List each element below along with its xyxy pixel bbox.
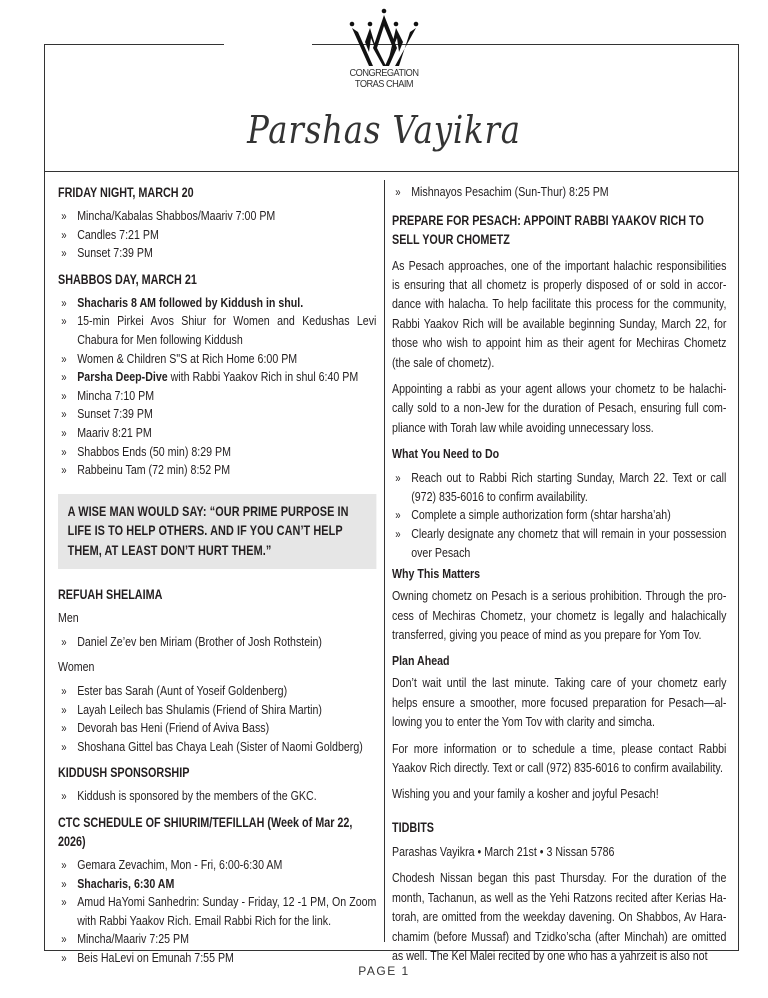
shabbos-list bbox=[58, 294, 376, 480]
list-item: » Daniel Ze’ev ben Miriam (Brother of Josh Rothstein) bbox=[58, 633, 376, 652]
women-label: Women bbox=[58, 659, 95, 675]
friday-list bbox=[58, 207, 376, 263]
tidbits-heading: TIDBITS bbox=[392, 819, 434, 835]
ctc-heading: CTC SCHEDULE OF SHIURIM/TEFILLAH (Week of Mar 22, 2026) bbox=[58, 814, 353, 849]
crown-icon bbox=[349, 8, 419, 68]
kiddush-heading: KIDDUSH SPONSORSHIP bbox=[58, 765, 190, 781]
list-item: » Maariv 8:21 PM bbox=[58, 424, 376, 443]
congregation-logo bbox=[329, 8, 439, 98]
list-item: » Parsha Deep-Dive with Rabbi Yaakov Rich in shul 6:40 PM bbox=[58, 368, 376, 387]
wish-paragraph: Wishing you and your family a kosher and joyful Pesach! bbox=[392, 786, 659, 802]
list-item: » Rabbeinu Tam (72 min) 8:52 PM bbox=[58, 461, 376, 480]
pesach-paragraph: As Pesach approaches, one of the important halachic responsibilities is ensuring that all chometz is properly disposed of or sold in accordance with halacha. To help facilitate this process for the community, Rabbi Yaakov Rich will be available beginning Sunday, March 22, for those who wish to appoint him as their agent for Mechiras Chometz (the sale of chometz). bbox=[392, 257, 727, 370]
page-number: PAGE 1 bbox=[358, 964, 410, 978]
list-item: » Layah Leilech bas Shulamis (Friend of Shira Martin) bbox=[58, 701, 376, 720]
left-column bbox=[58, 183, 376, 975]
list-item: » Shacharis 8 AM followed by Kiddush in shul. bbox=[58, 294, 376, 313]
list-item: » Shoshana Gittel bas Chaya Leah (Sister of Naomi Goldberg) bbox=[58, 738, 376, 757]
list-item: » 15-min Pirkei Avos Shiur for Women and Kedushas Levi Chabura for Men following Kiddush bbox=[58, 312, 376, 349]
list-item: » Beis HaLevi on Emunah 7:55 PM bbox=[58, 949, 376, 968]
refuah-heading: REFUAH SHELAIMA bbox=[58, 587, 163, 603]
list-item: » Complete a simple authorization form (shtar harsha’ah) bbox=[392, 506, 726, 525]
tidbits-subtitle: Parashas Vayikra • March 21st • 3 Nissan 5786 bbox=[392, 843, 615, 859]
todo-list bbox=[392, 469, 726, 562]
page-title: Parshas Vayikra bbox=[247, 108, 521, 152]
frame-left bbox=[44, 44, 45, 951]
list-item: » Amud HaYomi Sanhedrin: Sunday - Friday, 12 -1 PM, On Zoom with Rabbi Yaakov Rich. Email Rabbi Rich for the link. bbox=[58, 893, 376, 930]
list-item: » Shacharis, 6:30 AM bbox=[58, 875, 376, 894]
pesach-heading: PREPARE FOR PESACH: APPOINT RABBI YAAKOV RICH TO SELL YOUR CHOMETZ bbox=[392, 212, 704, 247]
list-item: » Shabbos Ends (50 min) 8:29 PM bbox=[58, 443, 376, 462]
plan-heading: Plan Ahead bbox=[392, 653, 450, 669]
column-divider bbox=[384, 180, 385, 942]
plan-paragraph: Don’t wait until the last minute. Taking care of your chometz early helps ensure a smoother, more focused preparation for Pesach—allowing you to enter the Yom Tov with clarity and simcha. bbox=[392, 675, 727, 730]
list-item: » Clearly designate any chometz that will remain in your possession over Pesach bbox=[392, 525, 726, 562]
todo-heading: What You Need to Do bbox=[392, 446, 500, 462]
quote-box: A WISE MAN WOULD SAY: “OUR PRIME PURPOSE IN LIFE IS TO HELP OTHERS. AND IF YOU CAN’T HELP THEM, AT LEAST DON’T HURT THEM.” bbox=[58, 494, 376, 570]
list-item: » Mincha/Maariv 7:25 PM bbox=[58, 930, 376, 949]
list-item: » Gemara Zevachim, Mon - Fri, 6:00-6:30 AM bbox=[58, 856, 376, 875]
pesach-paragraph: Appointing a rabbi as your agent allows your chometz to be halachically sold to a non-Jew for the duration of Pesach, ensuring full compliance with Torah law while avoiding unnecessary loss. bbox=[392, 381, 727, 435]
ctc-list bbox=[58, 856, 376, 968]
contact-paragraph: For more information or to schedule a time, please contact Rabbi Yaakov Rich directly. Text or call (972) 835-6016 to confirm availability. bbox=[392, 740, 727, 776]
list-item: » Kiddush is sponsored by the members of the GKC. bbox=[58, 787, 376, 806]
shabbos-heading: SHABBOS DAY, MARCH 21 bbox=[58, 271, 197, 287]
list-item: » Ester bas Sarah (Aunt of Yoseif Goldenberg) bbox=[58, 682, 376, 701]
list-item: » Mishnayos Pesachim (Sun-Thur) 8:25 PM bbox=[392, 183, 726, 202]
friday-heading: FRIDAY NIGHT, MARCH 20 bbox=[58, 185, 194, 200]
list-item: » Sunset 7:39 PM bbox=[58, 405, 376, 424]
men-list bbox=[58, 633, 376, 652]
men-label: Men bbox=[58, 610, 79, 626]
list-item: » Devorah bas Heni (Friend of Aviva Bass) bbox=[58, 719, 376, 738]
list-item: » Mincha 7:10 PM bbox=[58, 387, 376, 406]
list-item: » Reach out to Rabbi Rich starting Sunday, March 22. Text or call (972) 835-6016 to confirm availability. bbox=[392, 469, 726, 506]
why-paragraph: Owning chometz on Pesach is a serious prohibition. Through the process of Mechiras Chometz, your chometz is legally and halachically transferred, giving you peace of mind as you prepare for Yom Tov. bbox=[392, 588, 727, 643]
ctc-list-continued bbox=[392, 183, 726, 202]
right-column bbox=[392, 183, 726, 972]
header-divider bbox=[44, 171, 739, 172]
frame-right bbox=[738, 44, 739, 951]
list-item: » Women & Children S"S at Rich Home 6:00 PM bbox=[58, 350, 376, 369]
kiddush-list bbox=[58, 787, 376, 806]
frame-top-left bbox=[44, 44, 224, 45]
org-name-line2: TORAS CHAIM bbox=[354, 78, 414, 90]
org-name-line1: CONGREGATION bbox=[349, 67, 419, 79]
list-item: » Mincha/Kabalas Shabbos/Maariv 7:00 PM bbox=[58, 207, 376, 226]
why-heading: Why This Matters bbox=[392, 566, 481, 582]
list-item: » Candles 7:21 PM bbox=[58, 226, 376, 245]
tidbits-paragraph: Chodesh Nissan began this past Thursday. For the duration of the month, Tachanun, as well as the Yehi Ratzons recited after Kerias Hatorah, are omitted from the weekday davening. On Shabbos, Av Harachamim (before Mussaf) and Tzidko’scha (after Minchah) are omitted as well. The Kel Malei recited by one who has a yahrzeit is also not bbox=[392, 870, 727, 963]
list-item: » Sunset 7:39 PM bbox=[58, 244, 376, 263]
women-list bbox=[58, 682, 376, 756]
